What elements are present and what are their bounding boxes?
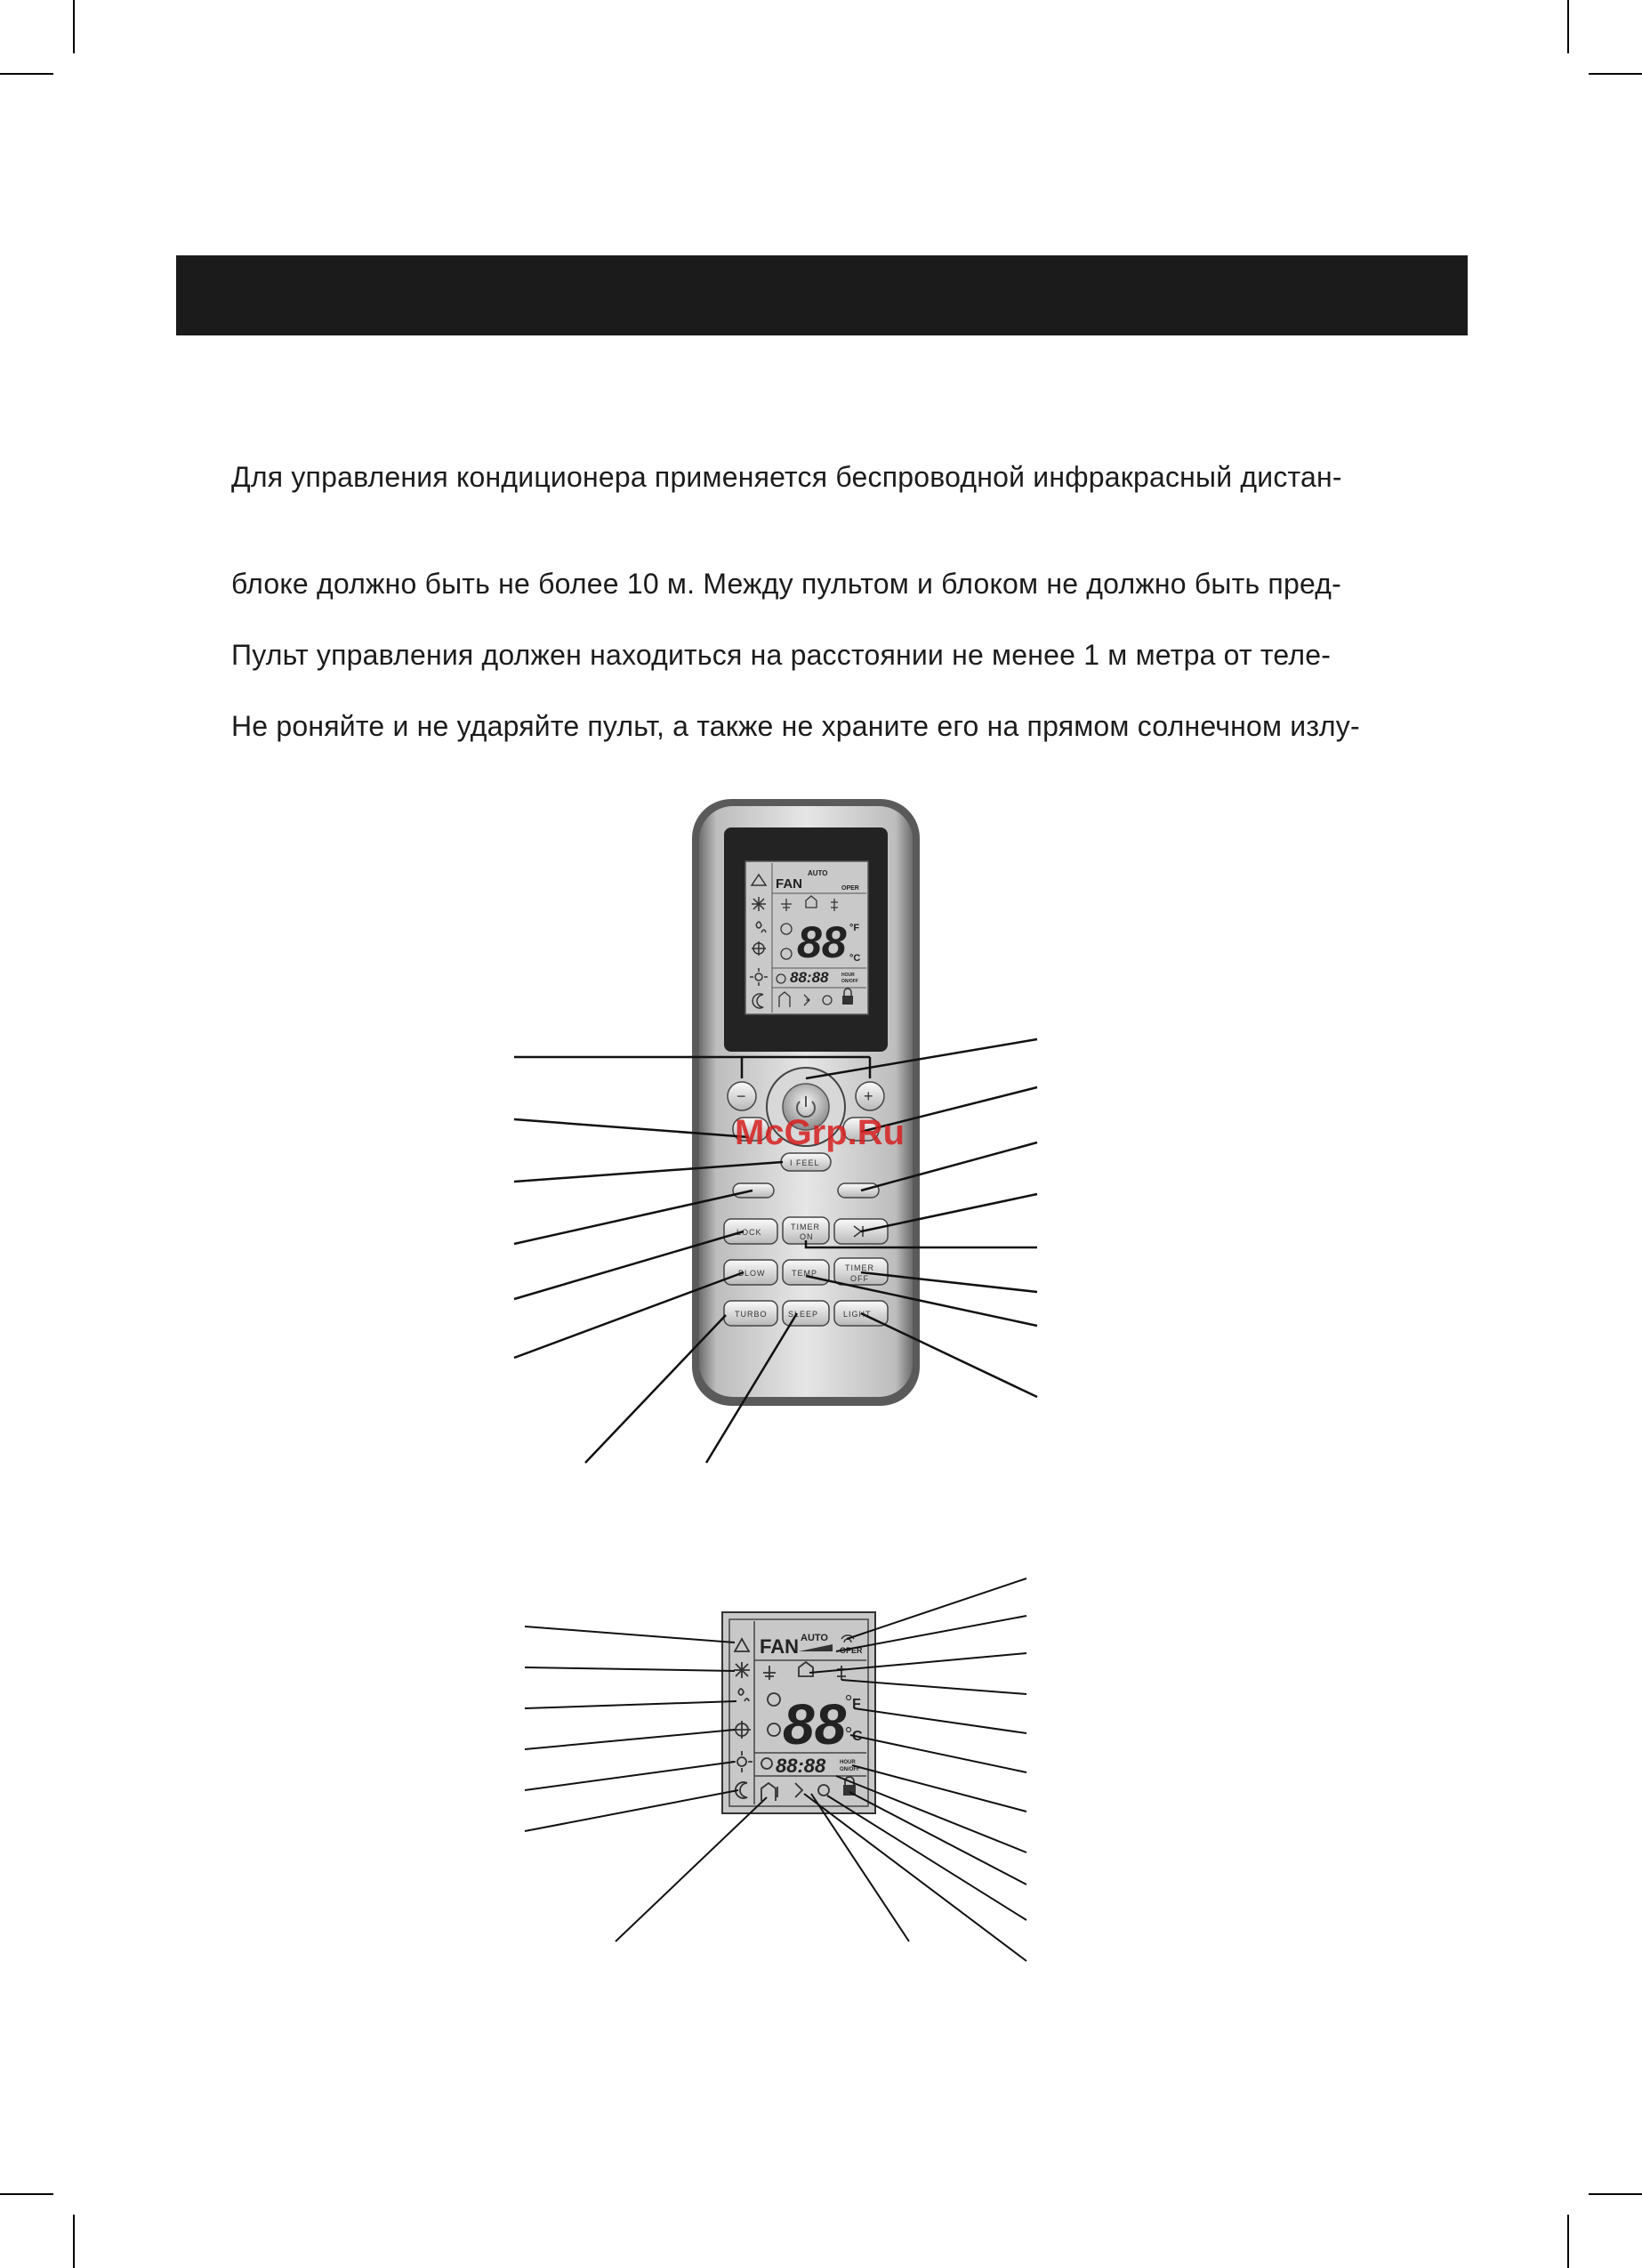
display-clock-digits: 88:88	[776, 1755, 826, 1777]
remote-lcd-deg-f: °F	[849, 923, 860, 933]
svg-text:+: +	[864, 1087, 873, 1105]
paragraph-line-1: Для управления кондиционера применяется беспроводной инфракрасный дистан-	[231, 461, 1342, 493]
display-fan-label: FAN	[760, 1635, 799, 1658]
paragraph-line-3: Пульт управления должен находиться на расстоянии не менее 1 м метра от теле-	[231, 639, 1332, 671]
paragraph-line-4: Не роняйте и не ударяйте пульт, а также не храните его на прямом солнечном излу-	[231, 710, 1360, 742]
temp-plus-button[interactable]	[856, 1082, 884, 1110]
lock-button[interactable]	[724, 1219, 777, 1244]
remote-lcd-auto: AUTO	[808, 869, 828, 877]
remote-control	[692, 799, 920, 1406]
remote-lcd-deg-c: °C	[849, 953, 861, 964]
display-auto-label: AUTO	[801, 1633, 828, 1643]
display-oper-label: OPER	[840, 1646, 863, 1655]
display-cool-mode-icon	[734, 1662, 750, 1678]
display-hour-label: HOUR	[840, 1760, 856, 1765]
display-deg-f: F	[852, 1697, 861, 1712]
cool-mode-icon	[752, 897, 766, 911]
svg-text:LOCK: LOCK	[736, 1228, 762, 1237]
display-onoff-label: ON/OFF	[840, 1767, 860, 1772]
turbo-button[interactable]	[724, 1301, 777, 1326]
svg-text:TIMER: TIMER	[845, 1263, 874, 1272]
temp-minus-button[interactable]	[728, 1082, 756, 1110]
svg-text:TIMER: TIMER	[791, 1223, 820, 1231]
remote-lcd-onoff: ON/OFF	[841, 979, 858, 984]
remote-lcd-fan: FAN	[776, 876, 802, 892]
svg-text:BLOW: BLOW	[738, 1269, 766, 1278]
svg-text:LIGHT: LIGHT	[843, 1310, 872, 1319]
blow-button[interactable]	[724, 1260, 777, 1285]
display-temp-digits: 88	[783, 1692, 847, 1756]
sleep-button[interactable]	[783, 1301, 829, 1326]
swing-updown-button[interactable]	[733, 1183, 774, 1198]
timer-off-button[interactable]	[834, 1258, 888, 1285]
display-deg-c: C	[852, 1729, 863, 1744]
home-button[interactable]	[838, 1183, 879, 1198]
svg-text:OFF: OFF	[850, 1274, 869, 1283]
svg-text:−: −	[736, 1087, 746, 1105]
watermark: McGrp.Ru	[735, 1113, 906, 1152]
temp-button[interactable]	[783, 1260, 829, 1285]
ifeel-button[interactable]	[781, 1153, 831, 1171]
svg-text:SLEEP: SLEEP	[788, 1310, 819, 1319]
paragraph-line-2: блоке должно быть не более 10 м. Между пультом и блоком не должно быть пред-	[231, 568, 1341, 600]
remote-lcd-hour: HOUR	[841, 973, 855, 978]
svg-text:TURBO: TURBO	[735, 1310, 768, 1319]
remote-lcd-clock: 88:88	[790, 969, 829, 986]
timer-on-button[interactable]	[783, 1217, 829, 1244]
svg-text:I FEEL: I FEEL	[790, 1158, 820, 1167]
remote-lcd-temp: 88	[797, 917, 847, 967]
remote-lcd-oper: OPER	[841, 885, 859, 892]
svg-text:TEMP: TEMP	[792, 1269, 818, 1278]
svg-text:ON: ON	[800, 1232, 814, 1241]
lcd-lock-icon	[842, 996, 853, 1005]
